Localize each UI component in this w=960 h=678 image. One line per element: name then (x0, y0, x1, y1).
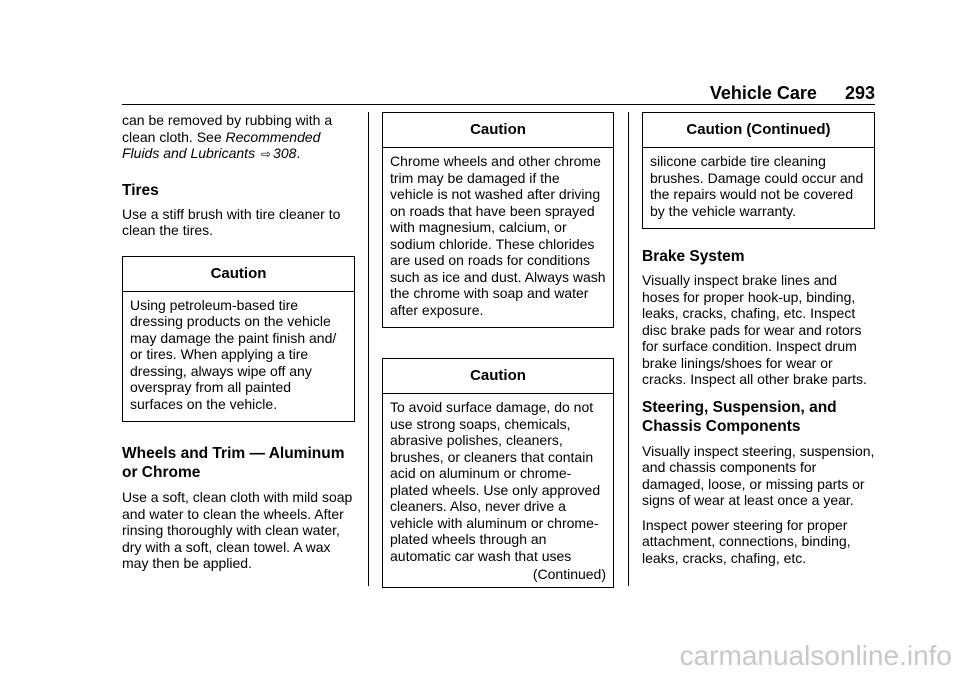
caution-title: Caution (123, 257, 354, 292)
steering-heading: Steering, Suspension, and Chassis Components (642, 398, 837, 435)
caution-body: Using petroleum-based tire dressing products on the vehicle may damage the paint finish and/ or tires. When applying a tire dressing, always wipe off any overspray from all painted surfaces on the vehicle. (130, 296, 337, 412)
tires-heading: Tires (122, 181, 159, 199)
column-3 (642, 112, 875, 566)
header-rule (122, 104, 875, 105)
steering-paragraph-2: Inspect power steering for proper attachment, connections, binding, leaks, cracks, chafing, etc. (642, 516, 851, 566)
reference-link[interactable]: Recommended Fluids and Lubricants (122, 128, 321, 161)
brake-paragraph: Visually inspect brake lines and hoses for proper hook-up, binding, leaks, cracks, chafing, etc. Inspect disc brake pads for wear and rotors for surface condition. Inspect drum brake linings/shoes for wear or cracks. Inspect all other brake parts. (642, 272, 867, 387)
wheels-paragraph: Use a soft, clean cloth with mild soap and water to clean the wheels. After rinsing thoroughly with clean water, dry with a soft, clean towel. A wax may then be applied. (122, 489, 353, 571)
steering-paragraph-1: Visually inspect steering, suspension, and chassis components for damaged, loose, or missing parts or signs of wear at least once a year. (642, 442, 875, 508)
tires-paragraph: Use a stiff brush with tire cleaner to clean the tires. (122, 205, 341, 238)
continued-label: (Continued) (532, 566, 606, 582)
caution-box-tire-dressing (122, 256, 355, 423)
caution-title: Caution (383, 359, 613, 394)
column-divider-2 (628, 112, 629, 586)
caution-title: Caution (383, 113, 613, 148)
page-header (122, 80, 875, 104)
caution-body: silicone carbide tire cleaning brushes. Damage could occur and the repairs would not be covered by the vehicle warranty. (650, 153, 864, 219)
reference-page[interactable]: 308 (273, 145, 297, 161)
page-number: 293 (844, 83, 875, 103)
watermark: carmanualsonline.info (679, 640, 952, 671)
caution-body: Chrome wheels and other chrome trim may be damaged if the vehicle is not washed after driving on roads that have been sprayed with magnesium, calcium, or sodium chloride. These chlorides are used on roads for conditions such as ice and dust. Always wash the chrome with soap and water after exposure. (390, 153, 606, 318)
caution-box-continued (642, 112, 875, 229)
caution-body: To avoid surface damage, do not use strong soaps, chemicals, abrasive polishes, cleaners, brushes, or cleaners that contain acid on aluminum or chrome-plated wheels. Use only approved cleaners. Also, never drive a vehicle with aluminum or chrome-plated wheels through an automatic car wash that uses (Continued) (390, 399, 606, 582)
column-divider-1 (368, 112, 369, 586)
column-1 (122, 112, 355, 572)
brake-heading: Brake System (642, 248, 745, 265)
wheels-heading: Wheels and Trim — Aluminum or Chrome (122, 445, 345, 481)
intro-paragraph: can be removed by rubbing with a clean cloth. See Recommended Fluids and Lubricants ⇨ 308. (122, 112, 333, 161)
column-2 (382, 112, 614, 588)
section-title: Vehicle Care (709, 83, 817, 103)
page-reference-icon: ⇨ (260, 147, 272, 161)
caution-title: Caution (Continued) (643, 113, 874, 148)
caution-box-surface-damage (382, 358, 614, 588)
caution-box-chrome (382, 112, 614, 328)
